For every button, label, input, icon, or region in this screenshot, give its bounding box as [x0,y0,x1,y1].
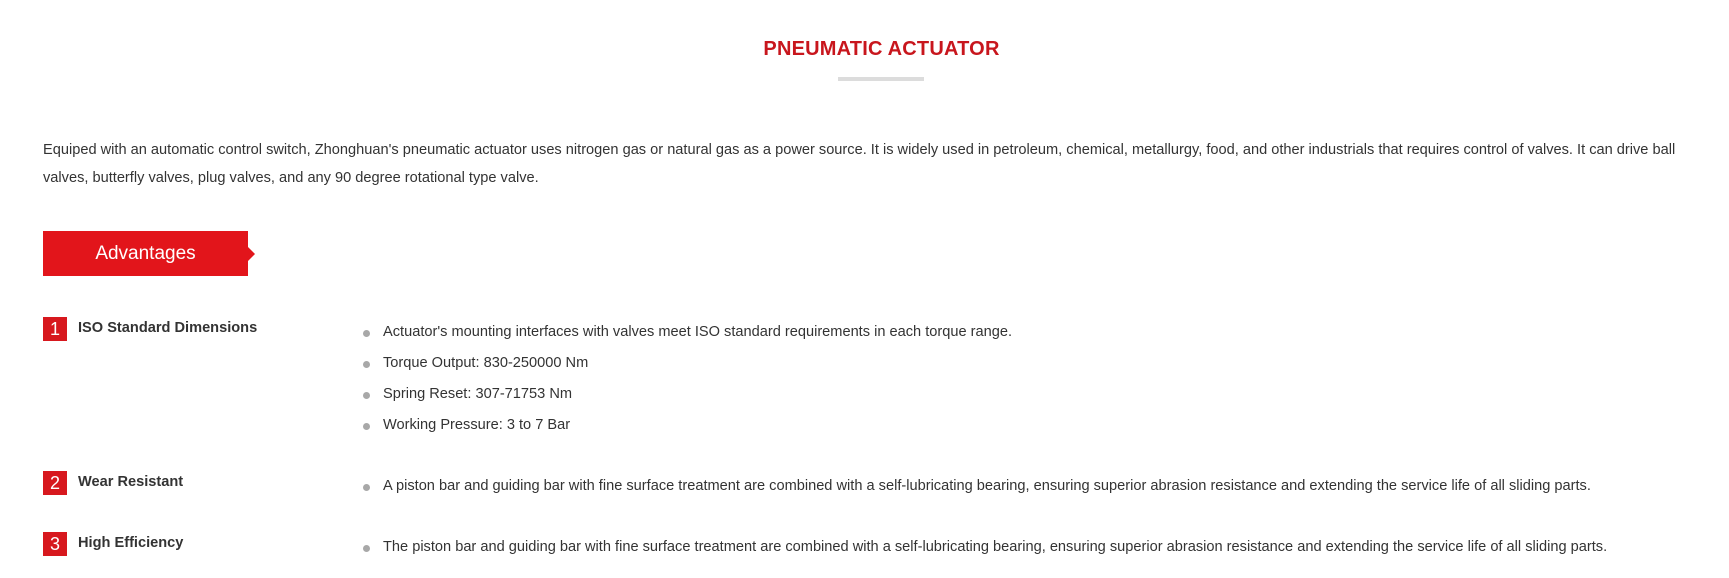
feature-title: Wear Resistant [78,474,184,490]
feature-bullet: Spring Reset: 307-71753 Nm [363,379,1012,410]
feature-bullet-list [363,317,1012,441]
advantages-badge: Advantages [43,231,248,276]
feature-bullet-list [363,471,1591,502]
feature-bullet: Torque Output: 830-250000 Nm [363,348,1012,379]
feature-bullet-list [363,532,1607,563]
feature-number-badge: 2 [43,471,67,495]
title-underline [838,77,924,81]
feature-bullet: The piston bar and guiding bar with fine surface treatment are combined with a self-lubricating bearing, ensuring superior abrasion resistance and extending the service life of all sliding parts. [363,532,1607,563]
feature-title: High Efficiency [78,535,184,551]
intro-paragraph: Equiped with an automatic control switch, Zhonghuan's pneumatic actuator uses nitrogen gas or natural gas as a power source. It is widely used in petroleum, chemical, metallurgy, food, and other industrials that requires control of valves. It can drive ball valves, butterfly valves, plug valves, and any 90 degree rotational type valve. [43,142,1676,186]
feature-number-badge: 1 [43,317,67,341]
feature-number-badge: 3 [43,532,67,556]
feature-bullet: Working Pressure: 3 to 7 Bar [363,410,1012,441]
feature-bullet: Actuator's mounting interfaces with valves meet ISO standard requirements in each torque range. [363,317,1012,348]
feature-title: ISO Standard Dimensions [78,320,258,336]
page-title: PNEUMATIC ACTUATOR [763,38,1000,60]
feature-bullet: A piston bar and guiding bar with fine surface treatment are combined with a self-lubricating bearing, ensuring superior abrasion resistance and extending the service life of all sliding parts. [363,471,1591,502]
